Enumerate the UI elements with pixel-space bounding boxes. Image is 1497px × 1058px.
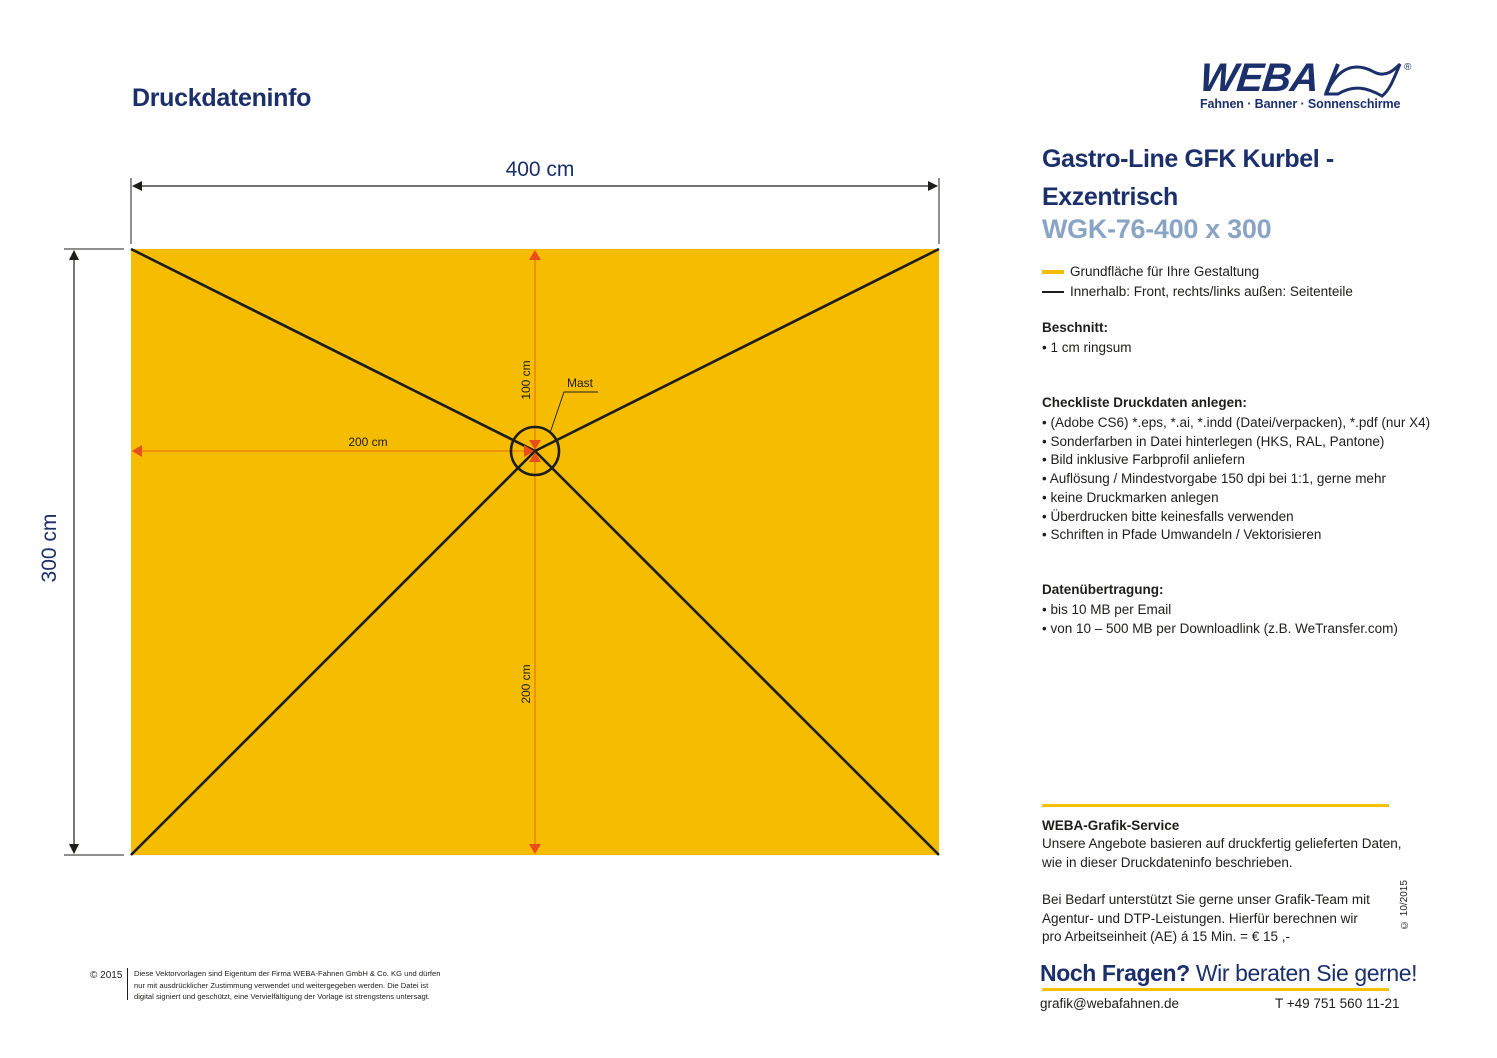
paragraph-line: pro Arbeitseinheit (AE) á 15 Min. = € 15 ,- bbox=[1042, 929, 1291, 944]
width-dim-label: 400 cm bbox=[505, 158, 575, 181]
contact-phone: T +49 751 560 11-21 bbox=[1275, 996, 1400, 1011]
bottom-offset-label: 200 cm bbox=[519, 664, 533, 704]
registered-mark: ® bbox=[1404, 62, 1412, 73]
checklist-list bbox=[1042, 414, 1430, 545]
legend-label: Innerhalb: Front, rechts/links außen: Seitenteile bbox=[1070, 284, 1353, 299]
legend-label: Grundfläche für Ihre Gestaltung bbox=[1070, 264, 1260, 279]
date-stamp: © 10/2015 bbox=[1399, 880, 1410, 930]
contact-answer: Wir beraten Sie gerne! bbox=[1195, 960, 1418, 986]
legal-line: digital signiert und geschützt, eine Vervielfältigung der Vorlage ist strengstens untersagt. bbox=[134, 992, 430, 1001]
product-code: WGK-76-400 x 300 bbox=[1042, 214, 1272, 244]
checklist-heading: Checkliste Druckdaten anlegen: bbox=[1042, 395, 1247, 410]
paragraph-line: Agentur- und DTP-Leistungen. Hierfür berechnen wir bbox=[1042, 910, 1358, 926]
contact-divider bbox=[1042, 988, 1389, 991]
mast-label: Mast bbox=[567, 376, 594, 390]
legend-item-seams bbox=[1042, 284, 1353, 299]
paragraph-line: Bei Bedarf unterstützt Sie gerne unser Grafik-Team mit bbox=[1042, 892, 1370, 907]
footer-legal-notice bbox=[134, 968, 454, 1003]
service-paragraph-1 bbox=[1042, 835, 1401, 872]
list-item: • von 10 – 500 MB per Downloadlink (z.B. WeTransfer.com) bbox=[1042, 620, 1398, 639]
paragraph-line: wie in dieser Druckdateninfo beschrieben. bbox=[1042, 854, 1293, 870]
legal-line: nur mit ausdrücklicher Zustimmung verwendet und weitergegeben werden. Die Datei ist bbox=[134, 980, 429, 990]
paragraph-line: Unsere Angebote basieren auf druckfertig gelieferten Daten, bbox=[1042, 836, 1402, 851]
footer-copyright: © 2015 bbox=[90, 970, 123, 981]
transfer-list bbox=[1042, 601, 1398, 638]
product-name: Gastro-Line GFK Kurbel - Exzentrisch bbox=[1042, 145, 1334, 211]
contact-question: Noch Fragen? bbox=[1040, 960, 1190, 986]
beschnitt-heading: Beschnitt: bbox=[1042, 320, 1109, 335]
list-item: • keine Druckmarken anlegen bbox=[1042, 489, 1430, 508]
beschnitt-list bbox=[1042, 339, 1132, 358]
legend-item-fill bbox=[1042, 264, 1259, 279]
height-dim-label: 300 cm bbox=[38, 513, 61, 583]
logo-tagline: Fahnen · Banner · Sonnenschirme bbox=[1200, 97, 1401, 111]
list-item: • Auflösung / Mindestvorgabe 150 dpi bei 1:1, gerne mehr bbox=[1042, 470, 1430, 489]
list-item: • Schriften in Pfade Umwandeln / Vektorisieren bbox=[1042, 526, 1430, 545]
service-divider bbox=[1042, 804, 1389, 807]
service-heading: WEBA-Grafik-Service bbox=[1042, 818, 1180, 833]
left-offset-label: 200 cm bbox=[348, 435, 388, 449]
legend-swatch-black bbox=[1042, 291, 1064, 293]
list-item: • Überdrucken bitte keinesfalls verwenden bbox=[1042, 508, 1430, 527]
list-item: • bis 10 MB per Email bbox=[1042, 601, 1398, 620]
page-title: Druckdateninfo bbox=[132, 84, 312, 112]
transfer-heading: Datenübertragung: bbox=[1042, 582, 1164, 597]
service-paragraph-2 bbox=[1042, 891, 1370, 947]
legal-line: Diese Vektorvorlagen sind Eigentum der Firma WEBA-Fahnen GmbH & Co. KG und dürfen bbox=[134, 969, 441, 978]
list-item: • Sonderfarben in Datei hinterlegen (HKS, RAL, Pantone) bbox=[1042, 433, 1430, 452]
legend-swatch-yellow bbox=[1042, 270, 1064, 274]
logo-wordmark: WEBA bbox=[1197, 56, 1321, 100]
list-item: • Bild inklusive Farbprofil anliefern bbox=[1042, 451, 1430, 470]
list-item: • (Adobe CS6) *.eps, *.ai, *.indd (Datei/verpacken), *.pdf (nur X4) bbox=[1042, 414, 1430, 433]
top-offset-label: 100 cm bbox=[519, 360, 533, 400]
contact-email-link[interactable]: grafik@webafahnen.de bbox=[1040, 996, 1180, 1011]
list-item: • 1 cm ringsum bbox=[1042, 339, 1132, 358]
footer-divider bbox=[127, 968, 128, 1000]
contact-headline bbox=[1040, 960, 1417, 987]
